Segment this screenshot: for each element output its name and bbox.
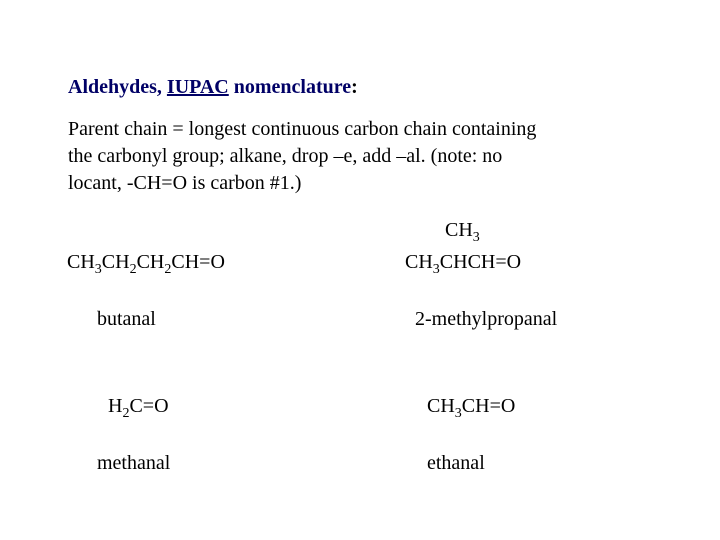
formula-text: CHCH=O bbox=[439, 251, 522, 273]
methylpropanal-formula bbox=[405, 251, 522, 277]
formula-text: CH=O bbox=[171, 251, 225, 273]
formula-text: CH bbox=[445, 219, 473, 241]
description-line-1: Parent chain = longest continuous carbon chain containing bbox=[68, 118, 537, 140]
description-line-3: locant, -CH=O is carbon #1.) bbox=[68, 172, 302, 194]
formula-text: CH bbox=[67, 251, 95, 273]
formula-subscript: 2 bbox=[164, 262, 172, 277]
formula-text: CH=O bbox=[461, 395, 516, 417]
title-iupac-underlined: IUPAC bbox=[166, 76, 229, 98]
title-text-start: Aldehydes, bbox=[68, 76, 167, 98]
formula-text: CH bbox=[136, 251, 165, 273]
methanal-formula bbox=[108, 395, 169, 421]
methyl-branch-formula bbox=[445, 219, 480, 245]
formula-text: CH bbox=[427, 395, 455, 417]
ethanal-name: ethanal bbox=[427, 452, 485, 474]
formula-text: CH bbox=[101, 251, 130, 273]
ethanal-formula bbox=[427, 395, 516, 421]
formula-text: CH bbox=[405, 251, 433, 273]
formula-subscript: 3 bbox=[454, 406, 462, 421]
formula-subscript: 3 bbox=[472, 230, 480, 245]
methanal-name: methanal bbox=[97, 452, 171, 474]
butanal-name: butanal bbox=[97, 308, 156, 330]
formula-subscript: 2 bbox=[129, 262, 137, 277]
formula-subscript: 2 bbox=[122, 406, 130, 421]
description-line-2: the carbonyl group; alkane, drop –e, add –al. (note: no bbox=[68, 145, 503, 167]
formula-text: H bbox=[108, 395, 123, 417]
formula-text: C=O bbox=[129, 395, 169, 417]
formula-subscript: 3 bbox=[94, 262, 102, 277]
slide-title bbox=[68, 76, 358, 99]
butanal-formula bbox=[67, 251, 225, 277]
title-text-end: nomenclature bbox=[228, 76, 352, 98]
formula-subscript: 3 bbox=[432, 262, 440, 277]
description-paragraph bbox=[68, 116, 668, 197]
title-colon: : bbox=[351, 76, 358, 98]
methylpropanal-name: 2-methylpropanal bbox=[415, 308, 558, 330]
